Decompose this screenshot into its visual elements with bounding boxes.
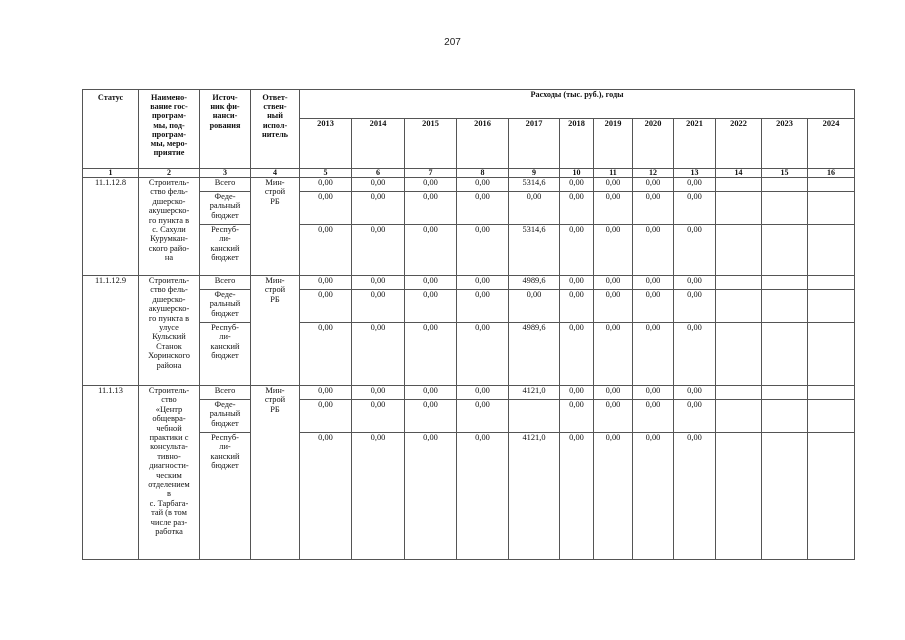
row-source: Респуб- ли- канский бюджет: [200, 433, 251, 560]
value-cell: 0,00: [594, 386, 633, 400]
value-cell: 0,00: [457, 433, 509, 560]
page-number: 207: [444, 37, 461, 48]
value-cell: 0,00: [405, 400, 457, 433]
column-number: 14: [716, 169, 762, 178]
row-name: Строитель- ство «Центр общевра- чебной практики с консульта- тивно- диагности- ческим отделением в с. Тарбага- тай (в том числе раз- работка: [139, 386, 200, 560]
column-number: 2: [139, 169, 200, 178]
value-cell: 0,00: [352, 192, 405, 225]
value-cell: 0,00: [457, 386, 509, 400]
column-number: 16: [808, 169, 855, 178]
value-cell: 0,00: [300, 433, 352, 560]
value-cell: 0,00: [674, 192, 716, 225]
table-row: [83, 178, 855, 192]
value-cell: 0,00: [594, 276, 633, 290]
value-cell: 0,00: [674, 290, 716, 323]
value-cell: 0,00: [457, 290, 509, 323]
value-cell: 0,00: [633, 400, 674, 433]
value-cell: [808, 386, 855, 400]
year-header: 2013: [300, 119, 352, 169]
value-cell: 0,00: [594, 323, 633, 386]
row-source: Всего: [200, 386, 251, 400]
column-number: 5: [300, 169, 352, 178]
value-cell: [762, 386, 808, 400]
value-cell: 0,00: [352, 290, 405, 323]
year-header: 2015: [405, 119, 457, 169]
value-cell: 0,00: [633, 192, 674, 225]
value-cell: 0,00: [509, 290, 560, 323]
value-cell: 0,00: [674, 225, 716, 276]
value-cell: 0,00: [457, 400, 509, 433]
value-cell: [808, 192, 855, 225]
header-source: Источ- ник фи- нанси- рования: [200, 90, 251, 169]
value-cell: [808, 178, 855, 192]
value-cell: 0,00: [594, 178, 633, 192]
budget-table: [82, 89, 855, 560]
value-cell: 0,00: [457, 276, 509, 290]
value-cell: [762, 400, 808, 433]
row-status: 11.1.12.9: [83, 276, 139, 386]
column-number: 4: [251, 169, 300, 178]
value-cell: [716, 276, 762, 290]
row-status: 11.1.13: [83, 386, 139, 560]
value-cell: [808, 323, 855, 386]
year-header: 2020: [633, 119, 674, 169]
value-cell: 0,00: [352, 386, 405, 400]
value-cell: 0,00: [674, 178, 716, 192]
value-cell: 0,00: [560, 225, 594, 276]
year-header: 2018: [560, 119, 594, 169]
value-cell: [762, 178, 808, 192]
column-numbers-row: [83, 169, 855, 178]
value-cell: [716, 386, 762, 400]
value-cell: 5314,6: [509, 178, 560, 192]
value-cell: 0,00: [674, 433, 716, 560]
row-source: Респуб- ли- канский бюджет: [200, 323, 251, 386]
value-cell: [716, 225, 762, 276]
value-cell: [808, 433, 855, 560]
value-cell: 0,00: [352, 323, 405, 386]
value-cell: [808, 225, 855, 276]
table-row: [83, 386, 855, 400]
value-cell: 0,00: [352, 178, 405, 192]
value-cell: [762, 192, 808, 225]
value-cell: 0,00: [352, 400, 405, 433]
value-cell: [808, 276, 855, 290]
row-source: Респуб- ли- канский бюджет: [200, 225, 251, 276]
value-cell: 0,00: [560, 400, 594, 433]
year-header: 2023: [762, 119, 808, 169]
row-source: Феде- ральный бюджет: [200, 290, 251, 323]
value-cell: 0,00: [560, 323, 594, 386]
row-name: Строитель- ство фель- дшерско- акушерско- го пункта в улусе Кульский Станок Хоринского района: [139, 276, 200, 386]
value-cell: 0,00: [405, 290, 457, 323]
value-cell: 0,00: [509, 192, 560, 225]
value-cell: 4121,0: [509, 433, 560, 560]
value-cell: 0,00: [674, 276, 716, 290]
value-cell: [762, 323, 808, 386]
value-cell: 4989,6: [509, 276, 560, 290]
value-cell: 0,00: [594, 192, 633, 225]
year-header: 2016: [457, 119, 509, 169]
value-cell: 0,00: [300, 323, 352, 386]
row-source: Феде- ральный бюджет: [200, 400, 251, 433]
value-cell: [716, 192, 762, 225]
header-executor: Ответ- ствен- ный испол- нитель: [251, 90, 300, 169]
column-number: 12: [633, 169, 674, 178]
row-source: Всего: [200, 276, 251, 290]
value-cell: 0,00: [352, 433, 405, 560]
value-cell: 0,00: [300, 192, 352, 225]
row-status: 11.1.12.8: [83, 178, 139, 276]
value-cell: 0,00: [674, 386, 716, 400]
row-source: Феде- ральный бюджет: [200, 192, 251, 225]
value-cell: [716, 323, 762, 386]
table-row: [83, 276, 855, 290]
column-number: 8: [457, 169, 509, 178]
value-cell: 5314,6: [509, 225, 560, 276]
year-header: 2024: [808, 119, 855, 169]
value-cell: 0,00: [594, 433, 633, 560]
value-cell: 0,00: [560, 192, 594, 225]
value-cell: 0,00: [594, 400, 633, 433]
column-number: 10: [560, 169, 594, 178]
value-cell: 0,00: [674, 323, 716, 386]
value-cell: 0,00: [633, 386, 674, 400]
value-cell: [808, 400, 855, 433]
column-number: 7: [405, 169, 457, 178]
value-cell: 0,00: [633, 433, 674, 560]
value-cell: 0,00: [457, 178, 509, 192]
value-cell: 0,00: [405, 276, 457, 290]
year-header: 2017: [509, 119, 560, 169]
value-cell: 0,00: [633, 276, 674, 290]
value-cell: 0,00: [405, 433, 457, 560]
value-cell: 0,00: [633, 178, 674, 192]
row-executor: Мин- строй РБ: [251, 276, 300, 386]
value-cell: [716, 178, 762, 192]
value-cell: 0,00: [405, 225, 457, 276]
value-cell: 0,00: [300, 178, 352, 192]
year-header: 2021: [674, 119, 716, 169]
value-cell: 0,00: [560, 276, 594, 290]
year-header: 2019: [594, 119, 633, 169]
value-cell: 0,00: [405, 323, 457, 386]
value-cell: 0,00: [352, 225, 405, 276]
value-cell: 0,00: [633, 290, 674, 323]
year-header: 2022: [716, 119, 762, 169]
row-executor: Мин- строй РБ: [251, 178, 300, 276]
value-cell: 0,00: [457, 192, 509, 225]
value-cell: 0,00: [560, 290, 594, 323]
row-name: Строитель- ство фель- дшерско- акушерско- го пункта в с. Сахули Курумкан- ского райо- на: [139, 178, 200, 276]
header-expenses: Расходы (тыс. руб.), годы: [300, 90, 855, 119]
value-cell: [762, 433, 808, 560]
value-cell: [716, 433, 762, 560]
value-cell: [716, 400, 762, 433]
header-name: Наимено- вание гос- програм- мы, под- програм- мы, меро- приятие: [139, 90, 200, 169]
value-cell: 0,00: [457, 225, 509, 276]
column-number: 1: [83, 169, 139, 178]
row-executor: Мин- строй РБ: [251, 386, 300, 560]
value-cell: 0,00: [300, 276, 352, 290]
value-cell: 4121,0: [509, 386, 560, 400]
value-cell: 0,00: [300, 400, 352, 433]
column-number: 9: [509, 169, 560, 178]
value-cell: [716, 290, 762, 323]
header-status: Статус: [83, 90, 139, 169]
value-cell: 0,00: [560, 433, 594, 560]
value-cell: 0,00: [594, 290, 633, 323]
column-number: 15: [762, 169, 808, 178]
value-cell: [762, 290, 808, 323]
column-number: 3: [200, 169, 251, 178]
value-cell: 0,00: [405, 192, 457, 225]
value-cell: 4989,6: [509, 323, 560, 386]
value-cell: 0,00: [300, 290, 352, 323]
value-cell: 0,00: [633, 323, 674, 386]
value-cell: 0,00: [405, 386, 457, 400]
value-cell: [808, 290, 855, 323]
value-cell: [762, 276, 808, 290]
value-cell: [762, 225, 808, 276]
year-header: 2014: [352, 119, 405, 169]
value-cell: 0,00: [633, 225, 674, 276]
column-number: 11: [594, 169, 633, 178]
value-cell: 0,00: [405, 178, 457, 192]
value-cell: 0,00: [560, 386, 594, 400]
column-number: 13: [674, 169, 716, 178]
value-cell: 0,00: [457, 323, 509, 386]
value-cell: [509, 400, 560, 433]
row-source: Всего: [200, 178, 251, 192]
header-row: [83, 90, 855, 119]
value-cell: 0,00: [300, 386, 352, 400]
value-cell: 0,00: [352, 276, 405, 290]
value-cell: 0,00: [594, 225, 633, 276]
value-cell: 0,00: [560, 178, 594, 192]
value-cell: 0,00: [674, 400, 716, 433]
column-number: 6: [352, 169, 405, 178]
value-cell: 0,00: [300, 225, 352, 276]
